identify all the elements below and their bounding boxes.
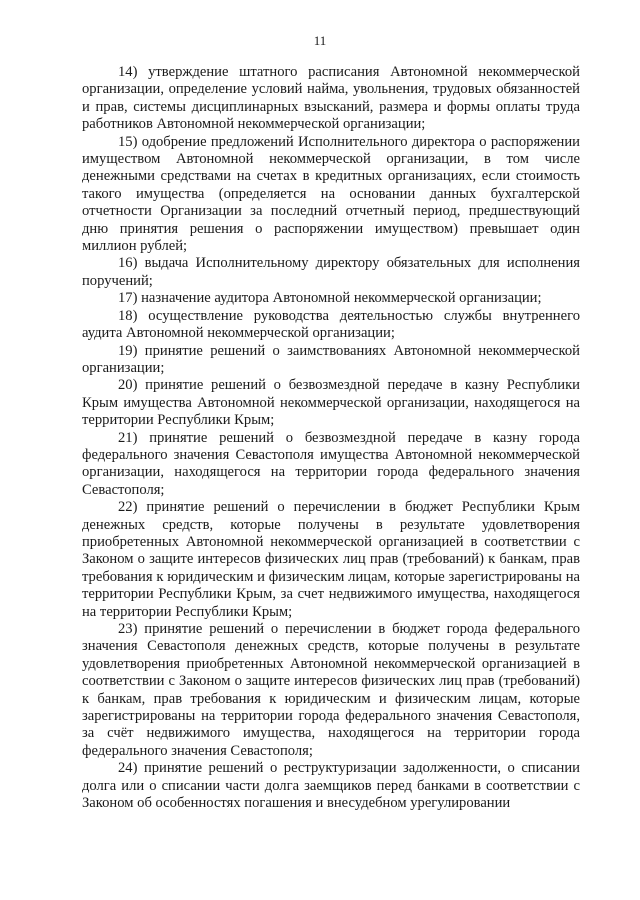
list-item-24: 24) принятие решений о реструктуризации задолженности, о списании долга или о списании части долга заемщиков перед банками в соответствии с Законом об особенностях погашения и внесудебном урегулировании [82,760,580,812]
list-item-20: 20) принятие решений о безвозмездной передаче в казну Республики Крым имущества Автономной некоммерческой организации, находящегося на территории Республики Крым; [82,377,580,429]
list-item-23: 23) принятие решений о перечислении в бюджет города федерального значения Севастополя денежных средств, которые получены в результате удовлетворения приобретенных Автономной некоммерческой организацией в соответствии с Законом о защите интересов физических лиц прав (требований) к банкам, прав требования к юридическим и физическим лицам, которые зарегистрированы на территории города федерального значения Севастополя, за счёт недвижимого имущества, находящегося на территории города федерального значения Севастополя; [82,621,580,759]
page-number: 11 [313,33,327,48]
list-item-14: 14) утверждение штатного расписания Автономной некоммерческой организации, определение условий найма, увольнения, трудовых обязанностей и прав, системы дисциплинарных взысканий, размера и формы оплаты труда работников Автономной некоммерческой организации; [82,64,580,133]
document-body [82,64,580,812]
list-item-16: 16) выдача Исполнительному директору обязательных для исполнения поручений; [82,255,580,289]
list-item-22: 22) принятие решений о перечислении в бюджет Республики Крым денежных средств, которые получены в результате удовлетворения приобретенных Автономной некоммерческой организацией в соответствии с Законом о защите интересов физических лиц прав (требований) к банкам, прав требования к юридическим и физическим лицам, которые зарегистрированы на территории Республики Крым, за счет недвижимого имущества, находящегося на территории Республики Крым; [82,499,580,620]
list-item-19: 19) принятие решений о заимствованиях Автономной некоммерческой организации; [82,342,580,376]
list-item-21: 21) принятие решений о безвозмездной передаче в казну города федерального значения Севастополя имущества Автономной некоммерческой организации, находящегося на территории города федерального значения Севастополя; [82,429,580,498]
list-item-18: 18) осуществление руководства деятельностью службы внутреннего аудита Автономной некоммерческой организации; [82,307,580,342]
list-item-15: 15) одобрение предложений Исполнительного директора о распоряжении имуществом Автономной некоммерческой организации, в том числе денежными средствами на счетах в кредитных организациях, если стоимость такого имущества (определяется на основании данных бухгалтерской отчетности Организации за последний отчетный период, предшествующий дню принятия решения о распоряжении имуществом) превышает один миллион рублей; [82,133,580,255]
list-item-17: 17) назначение аудитора Автономной некоммерческой организации; [118,290,542,307]
